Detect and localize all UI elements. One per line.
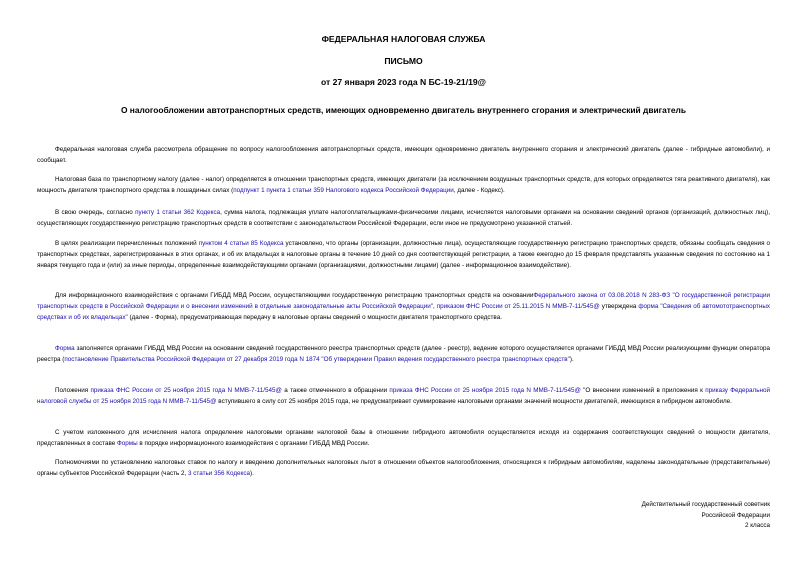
link-federal-law-283[interactable]: Федерального закона от 03.08.2018 N 283-ФЗ "О государственной регистрации транспортных средств в Российской Федерации и о внесении изменений в отдельные законодательные акты Российской Федерации" — [37, 292, 770, 311]
paragraph-3 — [37, 207, 770, 229]
paragraph-text: ). — [249, 470, 254, 478]
paragraph-6 — [37, 343, 770, 365]
link-order-545[interactable]: приказа ФНС России от 25 ноября 2015 года N ММВ-7-11/545@ — [389, 387, 581, 394]
paragraph-text: в порядке информационного взаимодействия с органами ГИБДД МВД России. — [137, 440, 370, 448]
paragraph-5 — [37, 290, 770, 324]
link-order-545[interactable]: приказа ФНС России от 25 ноября 2015 года N ММВ-7-11/545@ — [90, 387, 282, 394]
link-article-356[interactable]: 3 статьи 356 Кодекса — [188, 470, 250, 478]
doc-type: ПИСЬМО — [384, 56, 423, 66]
link-article-362[interactable]: пункту 1 статьи 362 Кодекса — [135, 209, 221, 216]
paragraph-text: утверждена — [599, 303, 639, 311]
paragraph-text: вступившего в силу сот 25 ноября 2015 года, не предусматривает суммирование налоговыми органами значений мощности двигателей, имеющихся в гибридном автомобиле. — [216, 398, 732, 406]
paragraph-2 — [37, 174, 770, 196]
link-article-85[interactable]: пунктом 4 статьи 85 Кодекса — [198, 240, 284, 247]
paragraph-text: а также отмеченного в обращении — [281, 387, 390, 394]
paragraph-text: , — [433, 303, 437, 311]
paragraph-text: Полномочиями по установлению налоговых ставок по налогу и введению дополнительных налоговых льгот в отношении объектов налогообложения, относящихся к гибридным автомобилям, наделены законодательные (представительные) органы субъектов Российской Федерации (часть 2, — [37, 459, 770, 478]
link-article-359[interactable]: подпункт 1 пункта 1 статьи 359 Налогового кодекса Российской Федерации — [233, 187, 454, 195]
paragraph-text: Налоговая база по транспортному налогу (далее - налог) определяется в отношении транспортных средств, имеющих двигатели (за исключением воздушных транспортных средств, для которых определяется тяга реактивного двигателя), как мощность двигателя транспортного средства в лошадиных силах ( — [37, 176, 770, 195]
paragraph-text: Для информационного взаимодействия с органами ГИБДД МВД России, осуществляющими государственную регистрацию транспортных средств на основании — [55, 292, 534, 299]
paragraph-text: заполняется органами ГИБДД МВД России на основании сведений государственного реестра транспортных средств (далее - реестр), ведение которого осуществляется органами ГИБДД МВД России реализующими функции оператора реестра ( — [37, 345, 770, 364]
link-form[interactable]: Формы — [116, 440, 138, 448]
signature-block — [510, 500, 770, 532]
paragraph-text: ). — [569, 356, 574, 364]
link-order-545[interactable]: приказом ФНС России от 25.11.2015 N ММВ-7-11/545@ — [436, 303, 600, 311]
signature-class: 2 класса — [744, 522, 770, 529]
agency-title: ФЕДЕРАЛЬНАЯ НАЛОГОВАЯ СЛУЖБА — [321, 34, 486, 44]
link-order-545[interactable]: приказу Федеральной налоговой службы от 25 ноября 2015 года N ММВ-7-11/545@ — [37, 387, 770, 406]
paragraph-9 — [37, 457, 770, 479]
link-form[interactable]: форма "Сведения об автомототранспортных средствах и об их владельцах" — [37, 303, 771, 322]
link-government-decree-1874[interactable]: постановление Правительства Российской Федерации от 27 декабря 2019 года N 1874 "Об утверждении Правил ведения государственного реестра транспортных средств" — [64, 356, 570, 364]
doc-subject: О налогообложении автотранспортных средств, имеющих одновременно двигатель внутреннего сгорания и электрический двигатель — [120, 105, 687, 115]
paragraph-text: С учетом изложенного для исчисления налога определение налоговыми органами налоговой базы в отношении гибридного автомобиля осуществляется исходя из содержания соответствующих сведений о мощности двигателя, представленных в составе — [37, 429, 770, 448]
paragraph-text: , далее - Кодекс). — [453, 187, 505, 195]
paragraph-text: Положения — [55, 387, 91, 394]
paragraph-1: Федеральная налоговая служба рассмотрела обращение по вопросу налогообложения автотранспортных средств, имеющих одновременно двигатель внутреннего сгорания и электрический двигатель (далее - гибридные автомобили), и сообщает. — [37, 146, 770, 165]
paragraph-text: "О внесении изменений в приложения к — [580, 387, 706, 394]
link-form[interactable]: Форма — [55, 345, 75, 352]
paragraph-text: , сумма налога, подлежащая уплате налогоплательщиками-физическими лицами, исчисляется налоговыми органами на основании сведений органов (организаций, должностных лиц), осуществляющих государственную регистрацию транспортных средств в соответствии с законодательством Российской Федерации, если иное не предусмотрено указанной статьей. — [37, 209, 770, 228]
paragraph-text: установлено, что органы (организации, должностные лица), осуществляющие государственную регистрацию транспортных средств, обязаны сообщать сведения о транспортных средствах, зарегистрированных в этих органах, и об их владельцах в налоговые органы в течение 10 дней со дня соответствующей регистрации, а также ежегодно до 15 февраля представлять указанные сведения по состоянию на 1 января текущего года и (или) за иные периоды, определенные взаимодействующими органами (организациями, должностными лицами) (далее - информационное взаимодействие). — [37, 240, 771, 270]
signature-title: Российской Федерации — [701, 511, 770, 519]
paragraph-4 — [37, 238, 770, 272]
signature-title: Действительный государственный советник — [641, 501, 770, 508]
doc-date-number: от 27 января 2023 года N БС-19-21/19@ — [320, 77, 487, 87]
paragraph-text: В целях реализации перечисленных положений — [55, 240, 199, 247]
paragraph-7 — [37, 385, 770, 407]
paragraph-text: В свою очередь, согласно — [55, 209, 136, 216]
paragraph-8 — [37, 427, 770, 449]
paragraph-text: (далее - Форма), предусматривающая передачу в налоговые органы сведений о мощности двигателя транспортного средства. — [127, 314, 502, 322]
